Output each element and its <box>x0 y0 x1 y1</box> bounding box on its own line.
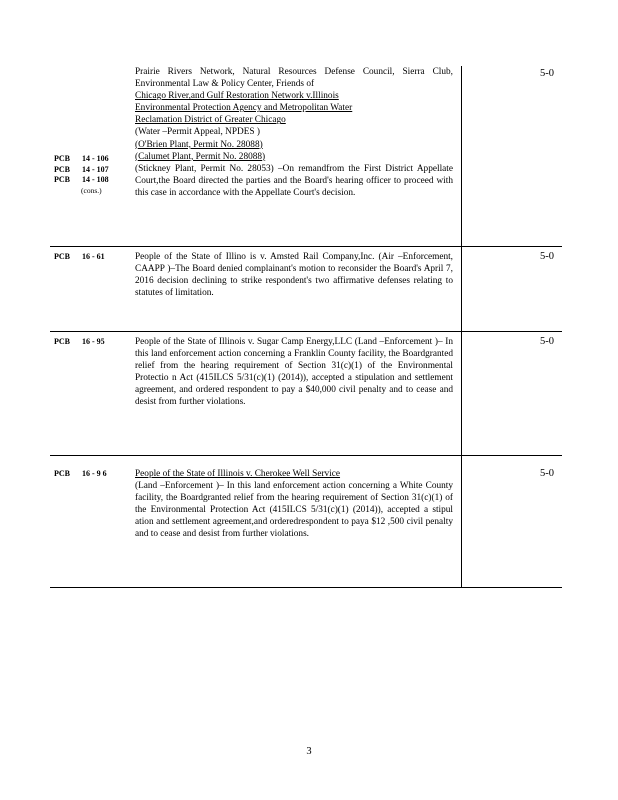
case-body: People of the State of Illinois v. Sugar Camp Energy,LLC (Land –Enforcement )– In this land enforcement action concerning a Franklin County facility, the Boardgranted relief from the hearing requirement of Section 31(c)(1) of the Environmental Protectio n Act (415ILCS 5/31(c)(1) (2014)), accepted a stipulation and settlement agreement, and ordered respondent to pay a $40,000 civil penalty and to cease and desist from further violations. <box>135 337 453 408</box>
case-title-line: Chicago River,and Gulf Restoration Network v.Illinois <box>135 91 339 102</box>
case-prefix: PCB <box>54 164 70 174</box>
decisions-table <box>50 66 562 588</box>
case-prefix: PCB <box>54 469 70 478</box>
case-prefix: PCB <box>54 154 70 163</box>
permit-line: (Water –Permit Appeal, NPDES ) <box>135 127 260 138</box>
page-number: 3 <box>306 746 312 757</box>
calumet-line: (Calumet Plant, Permit No. 28088) <box>135 151 266 162</box>
case-title-line: Reclamation District of Greater Chicago <box>135 115 286 126</box>
case-prefix: PCB <box>54 175 70 184</box>
case-number: 16 - 95 <box>82 337 105 346</box>
case-prefix: PCB <box>54 337 70 346</box>
table-row <box>50 332 562 456</box>
case-numbers <box>54 154 109 196</box>
case-numbers <box>54 337 105 348</box>
case-numbers <box>54 252 105 263</box>
case-number: 16 - 61 <box>82 252 105 261</box>
vote-count: 5-0 <box>540 468 554 479</box>
case-body: People of the State of Illino is v. Amsted Rail Company,Inc. (Air –Enforcement, CAAPP )–The Board denied complainant's motion to reconsider the Board's April 7, 2016 decision declining to strike respondent's two affirmative defenses relating to statutes of limitation. <box>135 252 453 299</box>
case-title: People of the State of Illinois v. Cherokee Well Service <box>135 469 341 479</box>
table-row <box>50 247 562 332</box>
case-numbers <box>54 469 107 480</box>
case-prefix: PCB <box>54 252 70 261</box>
case-intro: Prairie Rivers Network, Natural Resources Defense Council, Sierra Club, Environmental Law & Policy Center, Friends of <box>135 67 453 90</box>
case-description <box>135 336 453 409</box>
case-number: 14 - 106 <box>82 154 109 163</box>
vote-count: 5-0 <box>540 68 554 79</box>
table-row <box>50 456 562 588</box>
table-row <box>50 66 562 247</box>
column-divider <box>461 247 462 331</box>
case-number: 16 - 9 6 <box>82 469 107 478</box>
case-title-line: Environmental Protection Agency and Metropolitan Water <box>135 103 353 114</box>
case-body: (Land –Enforcement )– In this land enforcement action concerning a White County facility, the Boardgranted relief from the hearing requirement of Section 31(c)(1) of the Environmental Protection Act (415ILCS 5/31(c)(1) (2014)), accepted a stipul ation and settlement agreement,and orderedrespondent to paya $12 ,500 civil penalty and to cease and desist from further violations. <box>135 481 453 540</box>
case-description <box>135 251 453 299</box>
case-number: 14 - 108 <box>82 175 109 184</box>
column-divider <box>461 332 462 455</box>
obrien-line: (O'Brien Plant, Permit No. 28088) <box>135 139 263 150</box>
vote-count: 5-0 <box>540 336 554 347</box>
vote-count: 5-0 <box>540 251 554 262</box>
case-description <box>135 66 453 199</box>
case-body: (Stickney Plant, Permit No. 28053) –On remandfrom the First District Appellate Court,the Board directed the parties and the Board's hearing officer to proceed with this case in accordance with the Appellate Court's decision. <box>135 163 453 198</box>
case-number: 14 - 107 <box>82 164 109 174</box>
consolidated-note: (cons.) <box>81 185 102 195</box>
column-divider <box>461 456 462 587</box>
case-description <box>135 468 453 541</box>
column-divider <box>461 66 462 246</box>
